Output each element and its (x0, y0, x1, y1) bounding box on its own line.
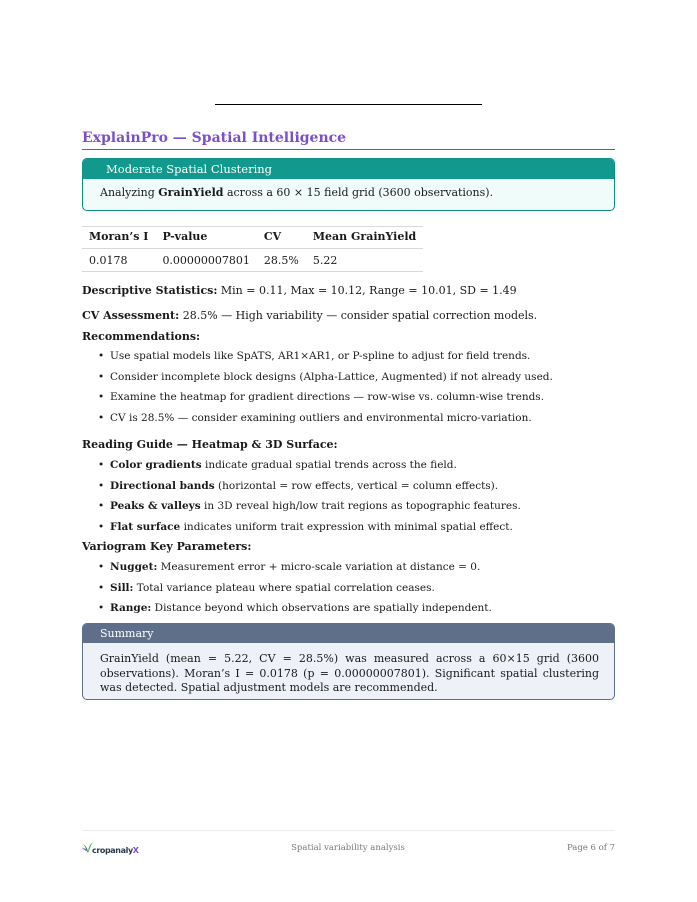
cv-text: 28.5% — High variability — consider spatial correction models. (179, 309, 538, 322)
recommendations-title: Recommendations: (82, 330, 201, 343)
list-item: • Directional bands (horizontal = row effects, vertical = column effects). (82, 479, 617, 500)
list-item: • CV is 28.5% — consider examining outliers and environmental micro-variation. (82, 411, 617, 432)
list-item: • Flat surface indicates uniform trait expression with minimal spatial effect. (82, 520, 617, 541)
cell-p-value: 0.00000007801 (155, 249, 256, 272)
header-mean: Mean GrainYield (306, 227, 423, 249)
list-item: • Consider incomplete block designs (Alpha-Lattice, Augmented) if not already used. (82, 370, 617, 391)
cell-mean: 5.22 (306, 249, 423, 272)
cell-cv: 28.5% (257, 249, 306, 272)
summary-callout-body: GrainYield (mean = 5.22, CV = 28.5%) was measured across a 60×15 grid (3600 observations). Moran’s I = 0.0178 (p = 0.00000007801). Significant spatial clustering was detected. Spatial adjustment models are recommended. (100, 652, 599, 694)
recommendations-list (82, 349, 617, 431)
clustering-callout-title: Moderate Spatial Clustering (83, 159, 614, 179)
descriptive-label: Descriptive Statistics: (82, 284, 218, 297)
footer-rule (82, 830, 615, 831)
list-item: • Examine the heatmap for gradient directions — row-wise vs. column-wise trends. (82, 390, 617, 411)
reading-guide-list (82, 458, 617, 540)
stats-header-row (82, 227, 423, 249)
header-p-value: P-value (155, 227, 256, 249)
footer-title: Spatial variability analysis (291, 843, 405, 853)
reading-guide-title: Reading Guide — Heatmap & 3D Surface: (82, 438, 338, 451)
clustering-callout-body (83, 179, 614, 199)
top-rule (215, 104, 482, 105)
summary-callout-title: Summary (83, 624, 614, 643)
list-item: • Peaks & valleys in 3D reveal high/low trait regions as topographic features. (82, 499, 617, 520)
variogram-list (82, 560, 617, 622)
cell-morans-i: 0.0178 (82, 249, 155, 272)
clustering-callout (82, 158, 615, 211)
callout-suffix: across a 60 × 15 field grid (3600 observations). (223, 186, 494, 199)
header-morans-i: Moran’s I (82, 227, 155, 249)
cv-assessment (82, 309, 617, 322)
list-item: • Use spatial models like SpATS, AR1×AR1, or P-spline to adjust for field trends. (82, 349, 617, 370)
descriptive-statistics (82, 284, 617, 297)
summary-callout (82, 623, 615, 700)
page-number: Page 6 of 7 (566, 843, 615, 853)
table-row (82, 249, 423, 272)
variogram-title: Variogram Key Parameters: (82, 540, 252, 553)
list-item: • Nugget: Measurement error + micro-scale variation at distance = 0. (82, 560, 617, 581)
section-heading: ExplainPro — Spatial Intelligence (82, 130, 615, 150)
callout-prefix: Analyzing (100, 186, 159, 199)
cv-label: CV Assessment: (82, 309, 180, 322)
descriptive-text: Min = 0.11, Max = 10.12, Range = 10.01, SD = 1.49 (217, 284, 517, 297)
stats-table (82, 226, 423, 272)
callout-trait: GrainYield (158, 186, 224, 199)
list-item: • Color gradients indicate gradual spatial trends across the field. (82, 458, 617, 479)
cropanalyx-logo (82, 840, 142, 858)
logo-text: cropanalyX (92, 846, 139, 855)
list-item: • Sill: Total variance plateau where spatial correlation ceases. (82, 581, 617, 602)
header-cv: CV (257, 227, 306, 249)
list-item: • Range: Distance beyond which observations are spatially independent. (82, 601, 617, 622)
